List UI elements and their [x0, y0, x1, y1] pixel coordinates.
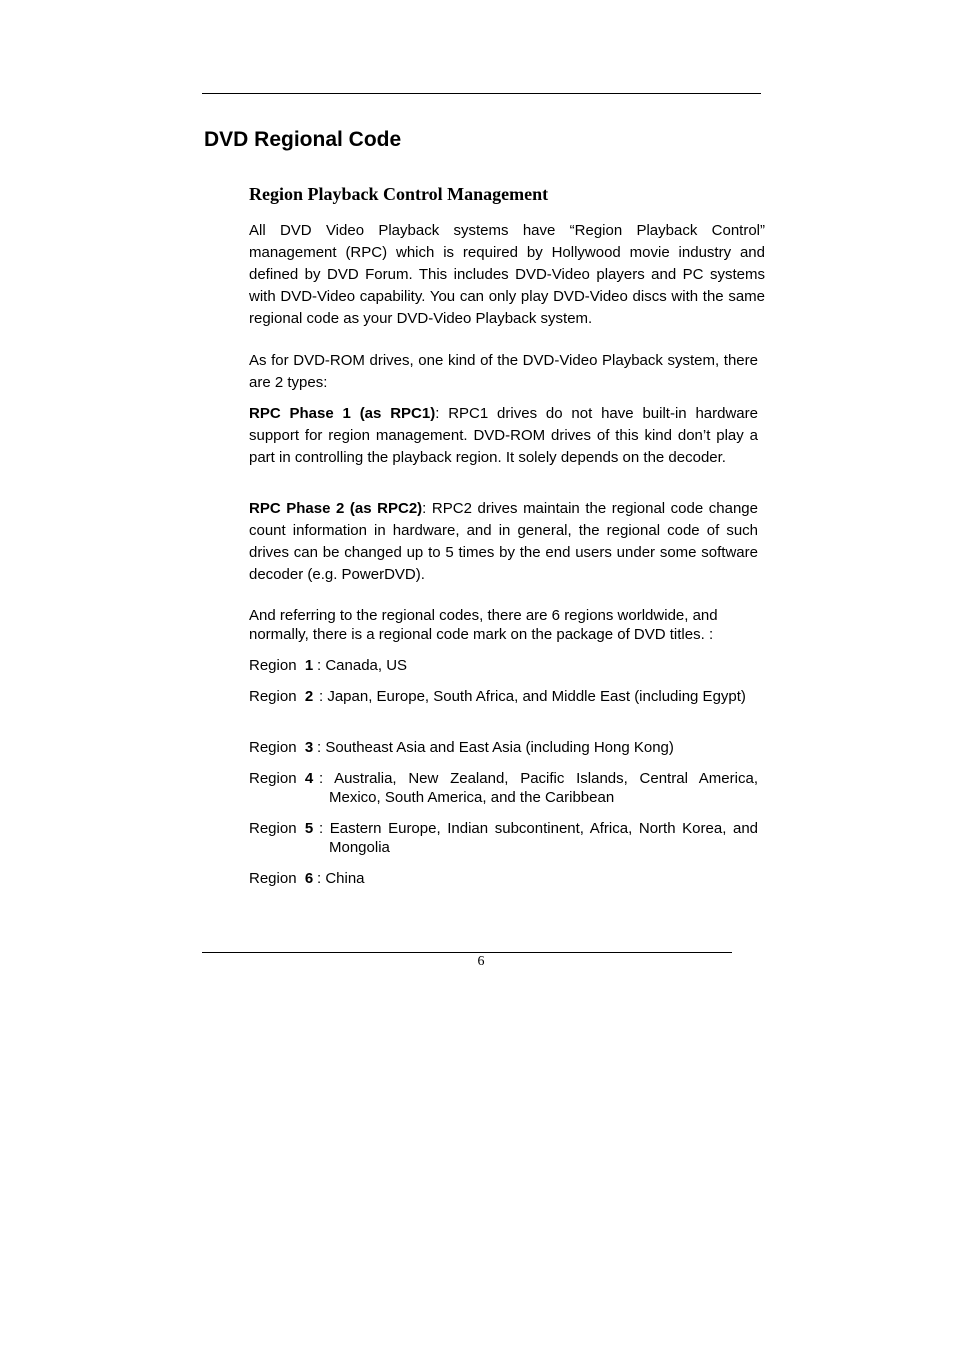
regions-intro-paragraph: And referring to the regional codes, there are 6 regions worldwide, and normally, there is a regional code mark on the package of DVD titles. : [249, 607, 718, 643]
rpc1-description: : RPC1 drives do not have built-in hardware support for region management. DVD-ROM drives of this kind don’t play a part in controlling the playback region. It solely depends on the decoder. [249, 405, 758, 466]
region-item [249, 656, 758, 675]
rpc2-description: : RPC2 drives maintain the regional code change count information in hardware, and in general, the regional code of such drives can be changed up to 5 times by the end users under some software decoder (e.g. PowerDVD). [249, 500, 758, 583]
page-number: 6 [477, 954, 485, 969]
header-rule [202, 93, 761, 94]
region-item [249, 738, 758, 757]
region-item [249, 869, 758, 888]
intro-paragraph: All DVD Video Playback systems have “Region Playback Control” management (RPC) which is required by Hollywood movie industry and defined by DVD Forum. This includes DVD-Video players and PC systems with DVD-Video capability. You can only play DVD-Video discs with the same regional code as your DVD-Video Playback system. [249, 222, 765, 327]
region-countries: : Japan, Europe, South Africa, and Middle East (including Egypt) [319, 688, 746, 705]
region-label: Region [249, 770, 297, 787]
rpc1-term: RPC Phase 1 (as RPC1) [249, 405, 436, 422]
region-label: Region [249, 739, 297, 756]
region-label: Region [249, 870, 297, 887]
region-label: Region [249, 688, 297, 705]
region-countries: : Eastern Europe, Indian subcontinent, Africa, North Korea, and Mongolia [319, 820, 758, 856]
region-item [249, 769, 758, 807]
section-heading: Region Playback Control Management [249, 184, 549, 204]
region-number: 4 [304, 770, 314, 787]
page-title: DVD Regional Code [204, 128, 402, 151]
dvd-rom-types-paragraph: As for DVD-ROM drives, one kind of the DVD-Video Playback system, there are 2 types: [249, 352, 758, 391]
region-item [249, 819, 758, 857]
region-number: 3 [304, 739, 314, 756]
region-countries: : Southeast Asia and East Asia (including Hong Kong) [317, 739, 674, 756]
region-countries: : Australia, New Zealand, Pacific Islands, Central America, Mexico, South America, and the Caribbean [319, 770, 758, 806]
region-number: 1 [304, 657, 314, 674]
rpc2-term: RPC Phase 2 (as RPC2) [249, 500, 423, 517]
region-label: Region [249, 820, 297, 837]
rpc2-paragraph [249, 498, 758, 586]
region-countries: : China [317, 870, 365, 887]
rpc1-paragraph [249, 403, 758, 469]
region-item [249, 687, 758, 706]
region-number: 5 [304, 820, 314, 837]
region-label: Region [249, 657, 297, 674]
region-number: 2 [304, 688, 314, 705]
region-countries: : Canada, US [317, 657, 408, 674]
region-number: 6 [304, 870, 314, 887]
